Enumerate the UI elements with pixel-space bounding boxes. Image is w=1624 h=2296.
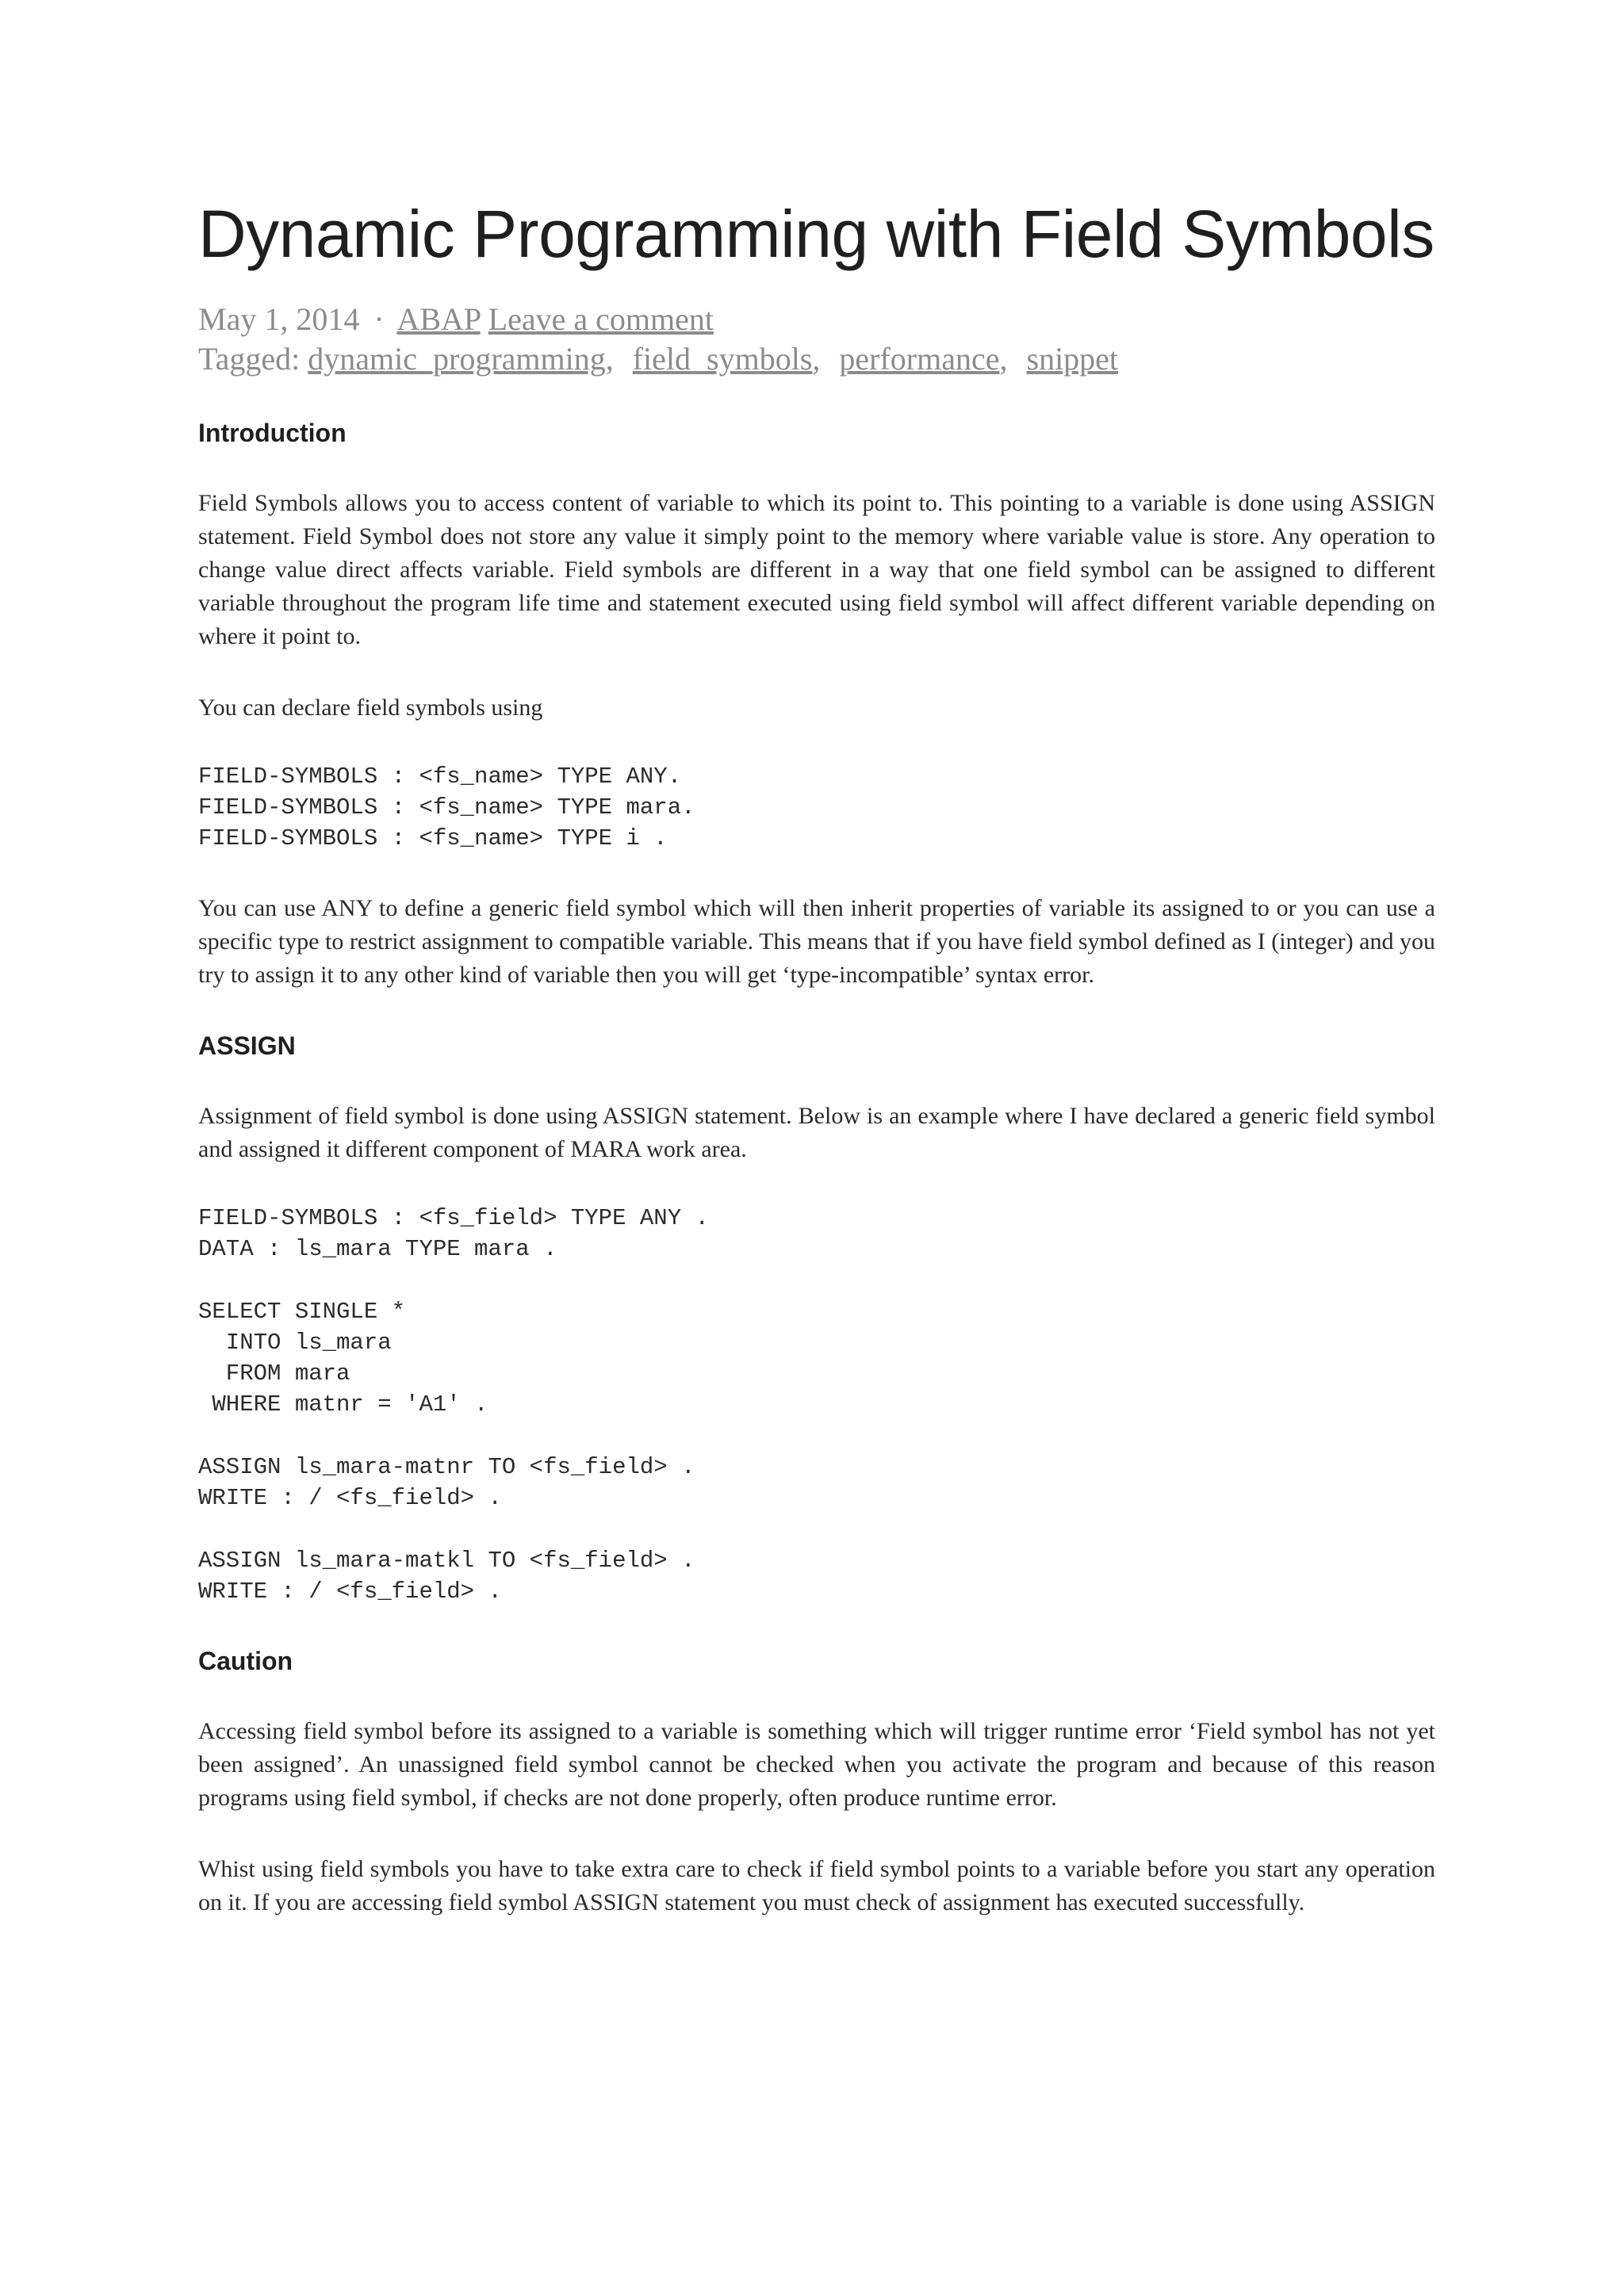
page-title: Dynamic Programming with Field Symbols (198, 197, 1434, 271)
paragraph: You can use ANY to define a generic field symbol which will then inherit properties of variable its assigned to or you can use a specific type to restrict assignment to compatible variable. This means that if you have field symbol defined as I (integer) and you try to assign it to any other kind of variable then you will get ‘type-incompatible’ syntax error. (198, 895, 1435, 988)
article (198, 190, 1435, 1919)
category-link[interactable]: ABAP (396, 301, 481, 337)
code-block: FIELD-SYMBOLS : <fs_field> TYPE ANY . DATA : ls_mara TYPE mara . (198, 1205, 709, 1262)
section-heading-assign: ASSIGN (198, 1031, 296, 1060)
paragraph: You can declare field symbols using (198, 695, 543, 721)
code-block: ASSIGN ls_mara-matnr TO <fs_field> . WRITE : / <fs_field> . (198, 1454, 695, 1511)
tag-link[interactable]: dynamic_programming (308, 341, 606, 377)
paragraph: Accessing field symbol before its assigned to a variable is something which will trigger runtime error ‘Field symbol has not yet been assigned’. An unassigned field symbol cannot be checked when you activate the program and because of this reason programs using field symbol, if checks are not done properly, often produce runtime error. (198, 1718, 1435, 1811)
code-block: ASSIGN ls_mara-matkl TO <fs_field> . WRITE : / <fs_field> . (198, 1548, 695, 1605)
post-meta (198, 300, 1435, 379)
code-block-group (198, 1203, 1435, 1607)
code-block: FIELD-SYMBOLS : <fs_name> TYPE ANY. FIELD-SYMBOLS : <fs_name> TYPE mara. FIELD-SYMBOLS : <fs_name> TYPE i . (198, 763, 695, 851)
post-meta-line-1 (198, 300, 1435, 339)
post-date: May 1, 2014 (198, 301, 360, 337)
tag-link[interactable]: performance (839, 341, 1000, 377)
tagged-label: Tagged: (198, 341, 301, 377)
meta-separator: · (373, 301, 385, 337)
paragraph: Assignment of field symbol is done using ASSIGN statement. Below is an example where I have declared a generic field symbol and assigned it different component of MARA work area. (198, 1103, 1435, 1162)
paragraph: Field Symbols allows you to access content of variable to which its point to. This pointing to a variable is done using ASSIGN statement. Field Symbol does not store any value it simply point to the memory where variable value is store. Any operation to change value direct affects variable. Field symbols are different in a way that one field symbol can be assigned to different variable throughout the program life time and statement executed using field symbol will affect different variable depending on where it point to. (198, 490, 1435, 649)
section-heading-caution: Caution (198, 1647, 293, 1675)
section-heading-introduction: Introduction (198, 419, 347, 447)
leave-comment-link[interactable]: Leave a comment (488, 301, 714, 337)
code-block: SELECT SINGLE * INTO ls_mara FROM mara WHERE matnr = 'A1' . (198, 1299, 488, 1418)
tag-link[interactable]: snippet (1026, 341, 1119, 377)
post-meta-tags: Tagged: dynamic_programming, field_symbols, performance, snippet (198, 341, 1119, 377)
paragraph: Whist using field symbols you have to take extra care to check if field symbol points to a variable before you start any operation on it. If you are accessing field symbol ASSIGN statement you must check of assignment has executed successfully. (198, 1856, 1435, 1915)
tag-link[interactable]: field_symbols (632, 341, 813, 377)
